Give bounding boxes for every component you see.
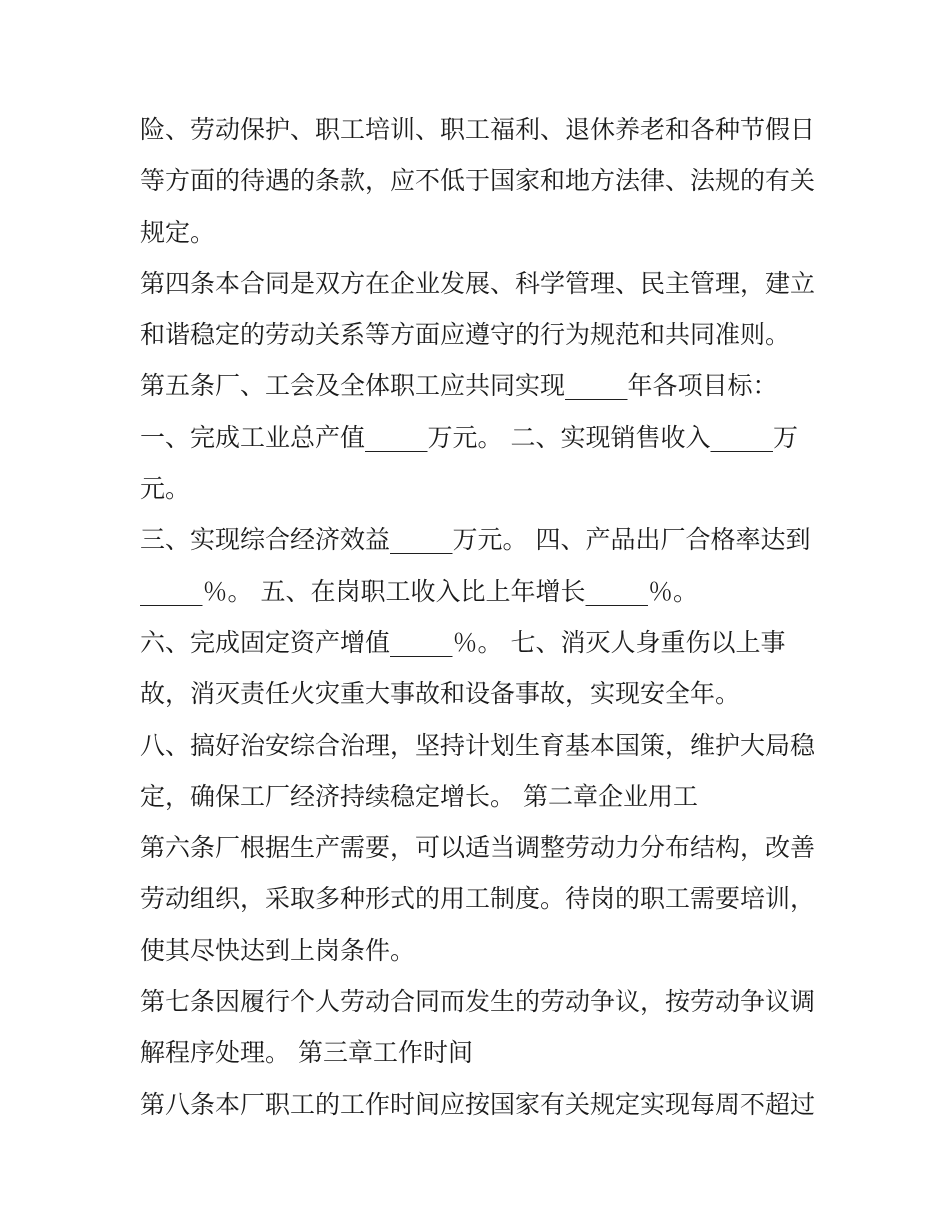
text-line: 元。: [140, 474, 191, 504]
text-line: 解程序处理。 第三章工作时间: [140, 1038, 473, 1068]
text-line: 一、完成工业总产值_____万元。 二、实现销售收入_____万: [140, 422, 798, 452]
text-line: 八、搞好治安综合治理，坚持计划生育基本国策，维护大局稳: [140, 730, 816, 760]
text-line: 第八条本厂职工的工作时间应按国家有关规定实现每周不超过: [140, 1089, 816, 1119]
text-line: 第六条厂根据生产需要，可以适当调整劳动力分布结构，改善: [140, 833, 816, 863]
text-line: 第七条因履行个人劳动合同而发生的劳动争议，按劳动争议调: [140, 987, 816, 1017]
text-line: 和谐稳定的劳动关系等方面应遵守的行为规范和共同准则。: [140, 320, 791, 350]
text-line: 第五条厂、工会及全体职工应共同实现_____年各项目标：: [140, 371, 778, 401]
text-line: 定，确保工厂经济持续稳定增长。 第二章企业用工: [140, 781, 698, 811]
text-line: 等方面的待遇的条款，应不低于国家和地方法律、法规的有关: [140, 166, 816, 196]
text-line: _____％。 五、在岗职工收入比上年增长_____％。: [140, 576, 698, 606]
text-line: 险、劳动保护、职工培训、职工福利、退休养老和各种节假日: [140, 115, 816, 144]
document-body: [140, 104, 820, 1130]
text-line: 规定。: [140, 217, 216, 247]
text-line: 使其尽快达到上岗条件。: [140, 935, 416, 965]
text-line: 六、完成固定资产增值_____％。 七、消灭人身重伤以上事: [140, 627, 786, 657]
text-line: 故，消灭责任火灾重大事故和设备事故，实现安全年。: [140, 679, 741, 709]
text-line: 劳动组织，采取多种形式的用工制度。待岗的职工需要培训，: [140, 884, 816, 914]
text-line: 三、实现综合经济效益_____万元。 四、产品出厂合格率达到: [140, 525, 811, 555]
text-line: 第四条本合同是双方在企业发展、科学管理、民主管理，建立: [140, 268, 816, 298]
